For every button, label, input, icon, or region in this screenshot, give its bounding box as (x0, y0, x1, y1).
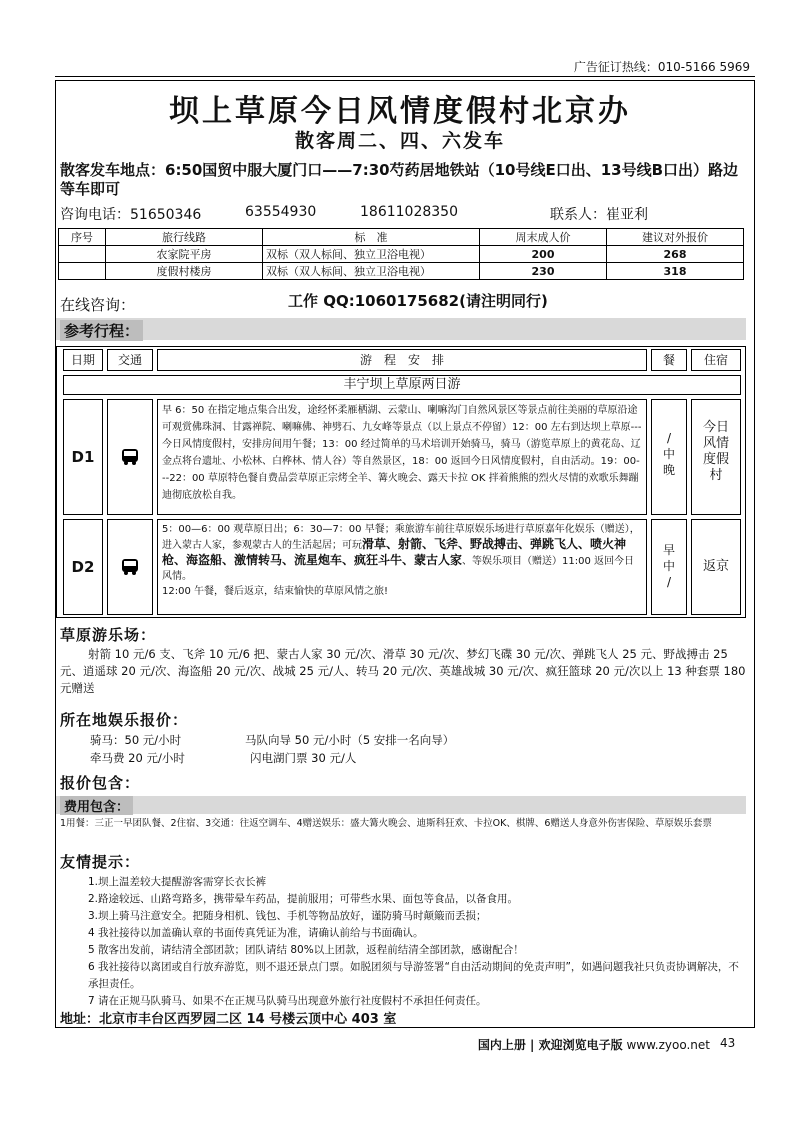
price-header-row (59, 229, 744, 246)
price-cell: 度假村楼房 (106, 263, 263, 280)
phone-label: 咨询电话：51650346 (60, 207, 202, 223)
header-plan: 游 程 安 排 (157, 349, 647, 371)
itinerary-section-bar (56, 318, 746, 340)
price-header: 建议对外报价 (607, 229, 744, 246)
price-header: 序号 (59, 229, 106, 246)
plan-d2-text3: 12:00 午餐，餐后返京，结束愉快的草原风情之旅! (162, 586, 389, 597)
tips-title: 友情提示： (60, 853, 141, 871)
contact-person: 联系人：崔亚利 (550, 207, 648, 223)
tips-list (88, 874, 743, 1010)
table-row (59, 246, 744, 263)
grassland-text: 射箭 10 元/6 支、飞斧 10 元/6 把、蒙古人家 30 元/次、滑草 30 元/次、梦幻飞碟 30 元/次、弹跳飞人 25 元、野战搏击 25 元、逍遥球 20 元/次、海盗船 20 元/次、战城 25 元/人、转马 20 元/次、英雄战城 30 元/次、疯狂篮球 20 元/次以上 13 种套票 180 元赠送 (60, 647, 746, 695)
fee-text: 1用餐：三正一早团队餐、2住宿、3交通：往返空调车、4赠送娱乐：盛大篝火晚会、迪斯科狂欢、卡拉OK、棋牌、6赠送人身意外伤害保险、草原娱乐套票 (60, 818, 712, 829)
ad-hotline: 广告征订热线：010-5166 5969 (573, 60, 750, 74)
footer-url[interactable]: www.zyoo.net (626, 1038, 710, 1052)
price-cell: 双标（双人标间、独立卫浴电视） (263, 246, 480, 263)
tip-item: 4 我社接待以加盖确认章的书面传真凭证为准，请确认前给与书面确认。 (88, 927, 424, 939)
tip-item: 6 我社接待以离团或自行放弃游览，则不退还景点门票。如脱团须与导游签署“自由活动期间的免责声明”，如遇问题我社只负责协调解决，不承担责任。 (88, 961, 739, 990)
page-subtitle: 散客周二、四、六发车 (294, 130, 505, 152)
meal-d1: / 中 晚 (651, 399, 687, 515)
stay-d2: 返京 (691, 519, 741, 615)
header-stay: 住宿 (691, 349, 741, 371)
footer-left: 国内上册 | 欢迎浏览电子版 (477, 1038, 623, 1052)
departure-info: 散客发车地点：6:50国贸中服大厦门口——7:30芍药居地铁站（10号线E口出、13号线B口出）路边等车即可 (60, 161, 739, 198)
plan-d2-text2: 、等娱乐项目（赠送）11:00 返回今日风情。 (162, 556, 635, 582)
price-cell (59, 263, 106, 280)
online-label: 在线咨询： (60, 296, 136, 314)
local-title: 所在地娱乐报价： (60, 711, 189, 729)
transport-cell-d2 (107, 519, 153, 615)
local-item: 马队向导 50 元/小时（5 安排一名向导） (245, 733, 455, 747)
price-header: 标 准 (263, 229, 480, 246)
price-header: 旅行线路 (106, 229, 263, 246)
local-item: 闪电湖门票 30 元/人 (250, 751, 357, 765)
price-cell: 200 (480, 246, 607, 263)
plan-d2-text: 5：00—6：00 观草原日出；6：30—7：00 早餐；乘旅游车前往草原娱乐场进行草原嘉年化娱乐（赠送），进入蒙古人家，参观蒙古人的生活起居；可玩 (162, 524, 640, 551)
page-title: 坝上草原今日风情度假村北京办 (169, 94, 631, 129)
local-item: 骑马：50 元/小时 (90, 733, 182, 747)
address: 地址：北京市丰台区西罗园二区 14 号楼云顶中心 403 室 (60, 1012, 397, 1027)
price-cell: 农家院平房 (106, 246, 263, 263)
phone-3: 18611028350 (360, 204, 458, 220)
price-cell: 268 (607, 246, 744, 263)
price-header: 周末成人价 (480, 229, 607, 246)
price-cell: 318 (607, 263, 744, 280)
header-meal: 餐 (651, 349, 687, 371)
itinerary-table (56, 346, 746, 618)
bus-icon (121, 448, 139, 466)
day-d2: D2 (63, 519, 103, 615)
day-d1: D1 (63, 399, 103, 515)
plan-d2 (157, 519, 647, 615)
footer (478, 1036, 710, 1053)
bus-icon (121, 558, 139, 576)
qq-contact: 工作 QQ:1060175682(请注明同行) (288, 292, 548, 310)
plan-d2-activities: 滑草、射箭、飞斧、野战搏击、弹跳飞人、喷火神枪、海盗船、激情转马、流星炮车、疯狂斗牛、蒙古人家 (162, 537, 627, 567)
grassland-title: 草原游乐场： (60, 626, 157, 644)
price-cell: 双标（双人标间、独立卫浴电视） (263, 263, 480, 280)
tip-item: 5 散客出发前，请结清全部团款；团队请结 80%以上团款，返程前结清全部团款，感谢配合！ (88, 944, 524, 956)
fee-section-bar (56, 796, 746, 814)
meal-d2: 早 中 / (651, 519, 687, 615)
plan-d1: 早 6：50 在指定地点集合出发，途经怀柔雁栖湖、云蒙山、喇嘛沟门自然风景区等景点前往美丽的草原沿途可观赏佛珠洞、甘露禅院、喇嘛佛、神劈石、九女峰等景点（以上景点不停留）12：00 左右到达坝上草原---今日风情度假村，安排房间用午餐；13：00 经过简单的马术培训开始骑马，骑马（游览草原上的黄花岛、辽金点将台遗址、小松林、白桦林、情人谷）等自然景区，18：00 返回今日风情度假村，自由活动。19：00---22：00 草原特色餐自费品尝草原正宗烤全羊、篝火晚会、露天卡拉 OK 拌着熊熊的烈火尽情的欢歌乐舞蹦迪彻底放松自我。 (157, 399, 647, 515)
price-table (58, 228, 744, 280)
fee-title: 费用包含： (60, 796, 133, 815)
phone-2: 63554930 (245, 204, 317, 220)
route-title: 丰宁坝上草原两日游 (63, 375, 741, 395)
stay-d1: 今日 风情 度假 村 (691, 399, 741, 515)
local-item: 牵马费 20 元/小时 (90, 751, 185, 765)
price-cell (59, 246, 106, 263)
top-divider (55, 76, 755, 77)
transport-cell-d1 (107, 399, 153, 515)
tip-item: 7 请在正规马队骑马、如果不在正规马队骑马出现意外旅行社度假村不承担任何责任。 (88, 995, 487, 1007)
price-cell: 230 (480, 263, 607, 280)
tip-item: 3.坝上骑马注意安全。把随身相机、钱包、手机等物品放好，谨防骑马时颠簸而丢损； (88, 910, 487, 922)
tip-item: 2.路途较远、山路弯路多，携带晕车药品，提前服用；可带些水果、面包等食品，以备食用。 (88, 893, 519, 905)
table-row (59, 263, 744, 280)
itinerary-label: 参考行程： (60, 320, 143, 341)
tip-item: 1.坝上温差较大提醒游客需穿长衣长裤 (88, 876, 267, 888)
page-number: 43 (720, 1036, 736, 1050)
header-date: 日期 (63, 349, 103, 371)
price-includes-title: 报价包含： (60, 774, 141, 792)
header-transport: 交通 (107, 349, 153, 371)
